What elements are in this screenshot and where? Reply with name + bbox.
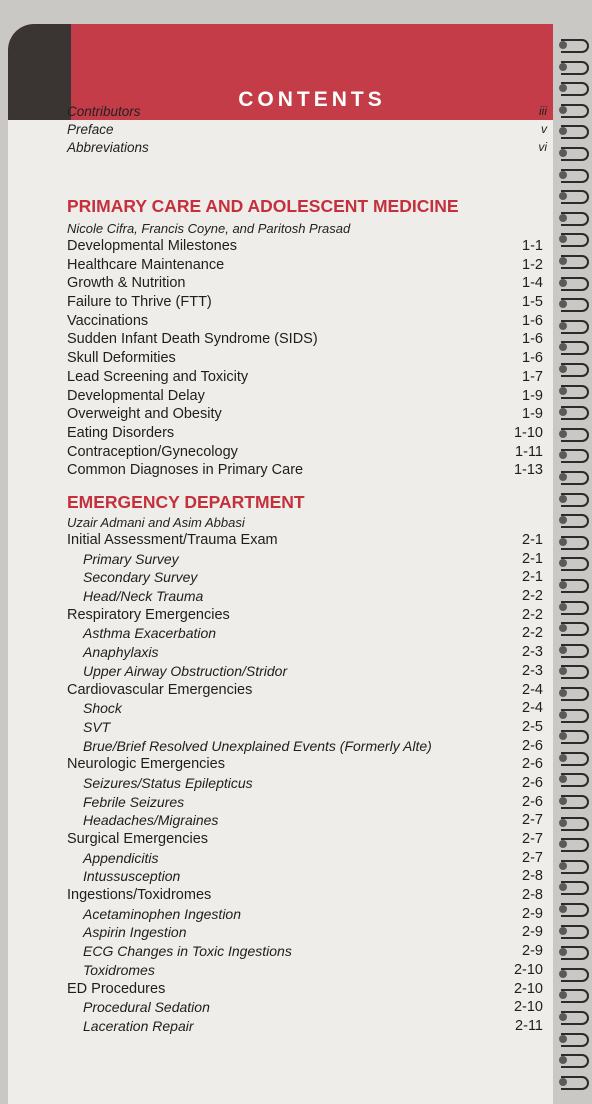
toc-entry[interactable] [67, 887, 543, 906]
entry-label: Seizures/Status Epilepticus [83, 774, 253, 791]
entry-label: Common Diagnoses in Primary Care [67, 462, 304, 479]
toc-entry[interactable] [67, 313, 543, 332]
binding-coil [559, 967, 589, 981]
entry-label: Overweight and Obesity [67, 406, 222, 423]
entry-page: 1-4 [522, 275, 543, 292]
toc-entry[interactable] [67, 257, 543, 276]
section-entries-emergency [67, 532, 543, 1037]
entry-label: Sudden Infant Death Syndrome (SIDS) [67, 331, 318, 348]
page-title: CONTENTS [238, 88, 386, 111]
entry-page: 1-6 [522, 312, 543, 329]
entry-label: Respiratory Emergencies [67, 606, 230, 623]
toc-entry-preface[interactable] [67, 122, 547, 140]
toc-entry[interactable] [67, 331, 543, 350]
toc-subentry[interactable] [67, 812, 543, 831]
toc-entry[interactable] [67, 532, 543, 551]
entry-label: Contraception/Gynecology [67, 443, 238, 460]
binding-coil [559, 600, 589, 614]
toc-subentry[interactable] [67, 663, 543, 682]
entry-page: 2-6 [522, 756, 543, 773]
toc-subentry[interactable] [67, 794, 543, 813]
toc-subentry[interactable] [67, 962, 543, 981]
toc-subentry[interactable] [67, 569, 543, 588]
section-title-emergency: EMERGENCY DEPARTMENT [67, 492, 305, 512]
binding-coil [559, 448, 589, 462]
entry-page: 2-1 [522, 569, 543, 586]
toc-entry[interactable] [67, 425, 543, 444]
binding-coil [559, 924, 589, 938]
entry-label: Eating Disorders [67, 424, 175, 441]
entry-label: Procedural Sedation [83, 999, 210, 1016]
toc-subentry[interactable] [67, 906, 543, 925]
binding-coil [559, 708, 589, 722]
entry-label: Primary Survey [83, 550, 179, 567]
entry-label: Contributors [67, 104, 141, 119]
entry-label: Acetaminophen Ingestion [83, 905, 241, 922]
entry-label: Appendicitis [83, 849, 159, 866]
binding-coil [559, 189, 589, 203]
entry-page: 1-1 [522, 238, 543, 254]
entry-label: Anaphylaxis [83, 644, 159, 661]
front-matter-list [67, 104, 547, 158]
binding-coil [559, 319, 589, 333]
entry-page: 2-7 [522, 849, 543, 866]
entry-label: Ingestions/Toxidromes [67, 887, 212, 904]
binding-coil [559, 1032, 589, 1046]
toc-subentry[interactable] [67, 588, 543, 607]
toc-subentry[interactable] [67, 551, 543, 570]
toc-subentry[interactable] [67, 644, 543, 663]
toc-subentry[interactable] [67, 1018, 543, 1037]
entry-page: 2-1 [522, 532, 543, 548]
entry-page: 2-8 [522, 887, 543, 904]
binding-coil [559, 384, 589, 398]
entry-page: 2-2 [522, 606, 543, 623]
entry-page: 1-10 [513, 424, 543, 441]
entry-label: SVT [83, 718, 111, 735]
entry-page: 2-9 [522, 943, 543, 960]
entry-page: 2-10 [513, 961, 543, 978]
toc-entry[interactable] [67, 981, 543, 1000]
toc-subentry[interactable] [67, 738, 543, 757]
entry-page: 1-9 [522, 406, 543, 423]
entry-label: ECG Changes in Toxic Ingestions [83, 943, 292, 960]
entry-page: 2-11 [515, 1017, 543, 1034]
toc-entry[interactable] [67, 444, 543, 463]
entry-page: vi [538, 140, 547, 154]
section-title-primary-care: PRIMARY CARE AND ADOLESCENT MEDICINE [67, 196, 459, 216]
entry-label: Initial Assessment/Trauma Exam [67, 532, 278, 548]
binding-coil [559, 556, 589, 570]
entry-label: Head/Neck Trauma [83, 588, 204, 605]
entry-page: 1-7 [522, 368, 543, 385]
binding-coil [559, 362, 589, 376]
toc-entry[interactable] [67, 682, 543, 701]
entry-label: Shock [83, 700, 122, 717]
section-authors: Uzair Admani and Asim Abbasi [67, 515, 245, 530]
binding-coil [559, 513, 589, 527]
entry-page: 1-13 [513, 462, 543, 479]
binding-coil [559, 81, 589, 95]
entry-label: Neurologic Emergencies [67, 756, 225, 773]
binding-coil [559, 1053, 589, 1067]
entry-page: 2-1 [522, 550, 543, 567]
binding-coil [559, 470, 589, 484]
entry-label: Developmental Milestones [67, 238, 238, 254]
entry-label: Healthcare Maintenance [67, 256, 225, 273]
toc-subentry[interactable] [67, 700, 543, 719]
binding-coil [559, 124, 589, 138]
binding-coil [559, 427, 589, 441]
entry-page: 2-3 [522, 644, 543, 661]
toc-subentry[interactable] [67, 943, 543, 962]
entry-label: Intussusception [83, 868, 181, 885]
toc-entry[interactable] [67, 388, 543, 407]
entry-page: 2-10 [513, 980, 543, 997]
entry-label: Lead Screening and Toxicity [67, 368, 249, 385]
entry-page: 2-8 [522, 868, 543, 885]
entry-page: 1-6 [522, 350, 543, 367]
binding-coil [559, 254, 589, 268]
entry-label: Abbreviations [67, 140, 149, 155]
entry-label: ED Procedures [67, 980, 166, 997]
binding-coil [559, 211, 589, 225]
entry-label: Surgical Emergencies [67, 831, 209, 847]
toc-entry[interactable] [67, 406, 543, 425]
entry-label: Asthma Exacerbation [83, 625, 217, 642]
toc-subentry[interactable] [67, 868, 543, 887]
entry-label: Laceration Repair [83, 1017, 194, 1034]
binding-coil [559, 168, 589, 182]
entry-page: 1-11 [515, 443, 543, 460]
entry-label: Febrile Seizures [83, 793, 185, 810]
entry-page: iii [539, 104, 547, 118]
entry-page: 2-10 [513, 999, 543, 1016]
binding-coil [559, 794, 589, 808]
entry-page: 2-6 [522, 774, 543, 791]
entry-page: 2-2 [522, 588, 543, 605]
toc-entry[interactable] [67, 831, 543, 850]
binding-coil [559, 232, 589, 246]
binding-coil [559, 880, 589, 894]
section-authors: Nicole Cifra, Francis Coyne, and Paritosh Prasad [67, 221, 351, 236]
entry-label: Failure to Thrive (FTT) [67, 294, 212, 311]
binding-coil [559, 988, 589, 1002]
toc-entry[interactable] [67, 369, 543, 388]
binding-coil [559, 837, 589, 851]
entry-label: Headaches/Migraines [83, 812, 219, 829]
entry-label: Skull Deformities [67, 350, 176, 367]
entry-page: 1-5 [522, 294, 543, 311]
entry-page: 2-4 [522, 700, 543, 717]
binding-coil [559, 902, 589, 916]
toc-entry[interactable] [67, 294, 543, 313]
entry-page: 2-5 [522, 718, 543, 735]
toc-subentry[interactable] [67, 775, 543, 794]
binding-coil [559, 38, 589, 52]
toc-subentry[interactable] [67, 924, 543, 943]
binding-coil [559, 578, 589, 592]
toc-entry-contributors[interactable] [67, 104, 547, 122]
toc-entry[interactable] [67, 350, 543, 369]
binding-coil [559, 816, 589, 830]
toc-subentry[interactable] [67, 850, 543, 869]
toc-subentry[interactable] [67, 999, 543, 1018]
binding-coil [559, 297, 589, 311]
binding-coil [559, 729, 589, 743]
binding-coil [559, 859, 589, 873]
binding-coil [559, 1075, 589, 1089]
entry-page: 2-7 [522, 812, 543, 829]
toc-entry[interactable] [67, 607, 543, 626]
toc-entry[interactable] [67, 275, 543, 294]
toc-entry[interactable] [67, 462, 543, 481]
binding-coil [559, 405, 589, 419]
binding-coil [559, 772, 589, 786]
entry-label: Toxidromes [83, 961, 155, 978]
entry-page: 1-6 [522, 331, 543, 348]
toc-entry[interactable] [67, 756, 543, 775]
entry-page: 1-2 [522, 256, 543, 273]
binding-coil [559, 621, 589, 635]
entry-label: Secondary Survey [83, 569, 198, 586]
binding-coil [559, 146, 589, 160]
entry-page: 2-6 [522, 793, 543, 810]
entry-label: Cardiovascular Emergencies [67, 681, 253, 698]
entry-label: Aspirin Ingestion [83, 924, 187, 941]
entry-label: Growth & Nutrition [67, 275, 186, 292]
entry-page: 2-3 [522, 662, 543, 679]
toc-subentry[interactable] [67, 719, 543, 738]
entry-page: 2-4 [522, 681, 543, 698]
binding-coil [559, 664, 589, 678]
binding-coil [559, 535, 589, 549]
entry-label: Vaccinations [67, 312, 149, 329]
binding-coil [559, 1010, 589, 1024]
binding-coil [559, 643, 589, 657]
entry-label: Upper Airway Obstruction/Stridor [83, 662, 288, 679]
binding-coil [559, 276, 589, 290]
entry-page: 2-7 [522, 831, 543, 847]
toc-entry-abbreviations[interactable] [67, 140, 547, 158]
entry-page: 2-6 [522, 737, 543, 754]
entry-page: 2-9 [522, 924, 543, 941]
entry-page: 2-9 [522, 905, 543, 922]
entry-page: 1-9 [522, 387, 543, 404]
binding-coil [559, 751, 589, 765]
binding-coil [559, 103, 589, 117]
header-dark-block [8, 24, 71, 120]
toc-entry[interactable] [67, 238, 543, 257]
entry-label: Preface [67, 122, 114, 137]
binding-coil [559, 340, 589, 354]
toc-subentry[interactable] [67, 625, 543, 644]
entry-page: v [541, 122, 547, 136]
entry-label: Developmental Delay [67, 387, 205, 404]
entry-page: 2-2 [522, 625, 543, 642]
binding-coil [559, 686, 589, 700]
entry-label: Brue/Brief Resolved Unexplained Events (Formerly Alte) [83, 737, 432, 754]
section-entries-primary-care [67, 238, 543, 481]
binding-coil [559, 492, 589, 506]
binding-coil [559, 945, 589, 959]
binding-coil [559, 60, 589, 74]
